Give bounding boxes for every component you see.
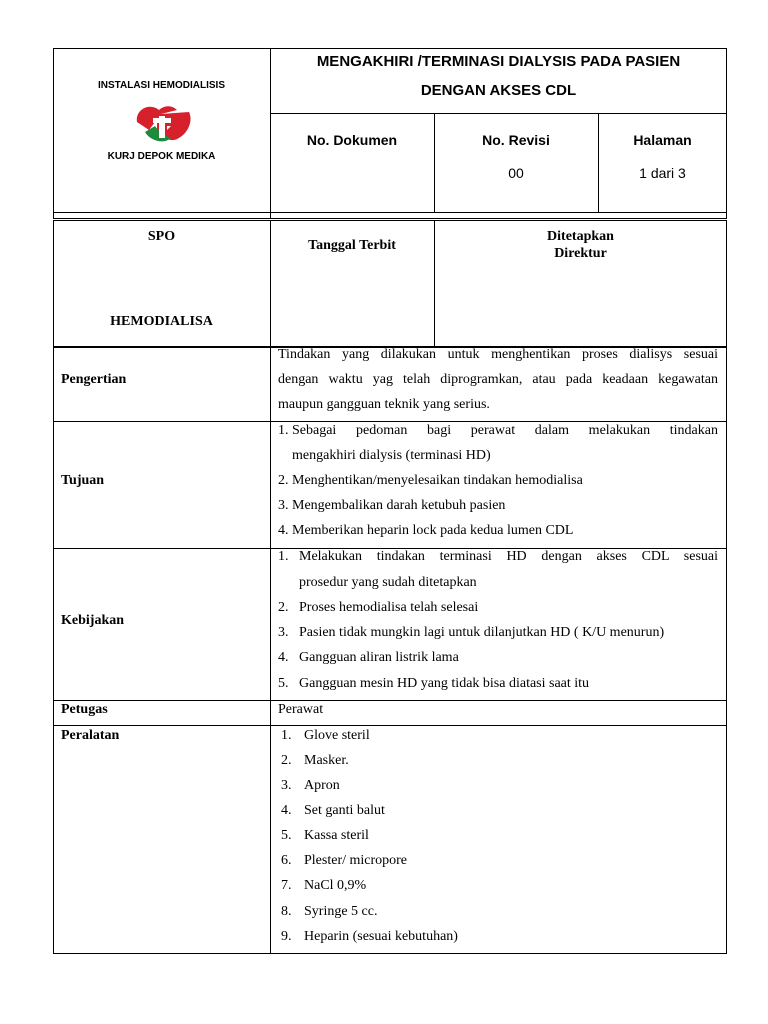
policy-item-text: Proses hemodialisa telah selesai bbox=[299, 600, 479, 615]
page-label: Halaman bbox=[633, 132, 692, 148]
purpose-item-text: Mengembalikan darah ketubuh pasien bbox=[292, 498, 506, 513]
equipment-item-number: 1. bbox=[281, 728, 292, 743]
equipment-item-text: Plester/ micropore bbox=[304, 853, 408, 868]
purpose-item-number: 4. bbox=[278, 523, 289, 538]
purpose-item-number: 1. bbox=[278, 423, 289, 438]
company-name: KURJ DEPOK MEDIKA bbox=[107, 151, 216, 162]
equipment-item-number: 8. bbox=[281, 904, 292, 919]
policy-item-number: 2. bbox=[278, 600, 289, 615]
definition-text-line: dengan waktu yag telah diprogramkan, atau pada keadaan kegawatan bbox=[278, 372, 718, 387]
definition-text-line: maupun gangguan teknik yang serius. bbox=[278, 397, 490, 412]
purpose-item-text: Sebagai pedoman bagi perawat dalam melakukan tindakan bbox=[292, 423, 718, 438]
policy-label: Kebijakan bbox=[61, 613, 125, 628]
equipment-item-number: 4. bbox=[281, 803, 292, 818]
equipment-item-text: Glove steril bbox=[304, 728, 370, 743]
policy-item-text: Gangguan mesin HD yang tidak bisa diatasi saat itu bbox=[299, 676, 590, 691]
page-value: 1 dari 3 bbox=[639, 165, 686, 181]
policy-item-text: Melakukan tindakan terminasi HD dengan akses CDL sesuai bbox=[299, 549, 718, 564]
purpose-label: Tujuan bbox=[61, 473, 105, 488]
purpose-item-text: Memberikan heparin lock pada kedua lumen CDL bbox=[292, 523, 574, 538]
policy-item-number: 3. bbox=[278, 625, 289, 640]
policy-item-number: 1. bbox=[278, 549, 289, 564]
definition-text-line: Tindakan yang dilakukan untuk menghentikan proses dialisys sesuai bbox=[278, 347, 718, 362]
doc-number-label: No. Dokumen bbox=[306, 132, 398, 148]
policy-item-number: 5. bbox=[278, 676, 289, 691]
equipment-item-text: Syringe 5 cc. bbox=[304, 904, 378, 919]
approved-by-line1: Ditetapkan bbox=[547, 229, 614, 244]
document-title-line2: DENGAN AKSES CDL bbox=[420, 82, 577, 99]
spo-unit-label: HEMODIALISA bbox=[110, 314, 213, 329]
staff-label: Petugas bbox=[61, 702, 108, 717]
revision-value: 00 bbox=[508, 165, 524, 181]
equipment-item-number: 6. bbox=[281, 853, 292, 868]
equipment-item-number: 2. bbox=[281, 753, 292, 768]
equipment-item-number: 7. bbox=[281, 878, 292, 893]
equipment-item-number: 5. bbox=[281, 828, 292, 843]
spo-label: SPO bbox=[147, 229, 176, 244]
revision-label: No. Revisi bbox=[482, 132, 550, 148]
policy-item-text: Gangguan aliran listrik lama bbox=[299, 650, 459, 665]
approved-by-line2: Direktur bbox=[554, 246, 607, 261]
equipment-item-text: Set ganti balut bbox=[304, 803, 385, 818]
purpose-item-text: mengakhiri dialysis (terminasi HD) bbox=[292, 448, 491, 463]
institution-name: INSTALASI HEMODIALISIS bbox=[97, 80, 226, 91]
equipment-item-text: Heparin (sesuai kebutuhan) bbox=[304, 929, 458, 944]
equipment-item-text: Masker. bbox=[304, 753, 349, 768]
equipment-item-text: Kassa steril bbox=[304, 828, 369, 843]
equipment-item-number: 9. bbox=[281, 929, 292, 944]
policy-item-text: prosedur yang sudah ditetapkan bbox=[299, 575, 477, 590]
equipment-item-text: NaCl 0,9% bbox=[304, 878, 367, 893]
purpose-item-number: 2. bbox=[278, 473, 289, 488]
purpose-item-text: Menghentikan/menyelesaikan tindakan hemodialisa bbox=[292, 473, 583, 488]
equipment-item-text: Apron bbox=[304, 778, 340, 793]
definition-label: Pengertian bbox=[61, 372, 127, 387]
issue-date-label: Tanggal Terbit bbox=[308, 238, 396, 253]
purpose-item-number: 3. bbox=[278, 498, 289, 513]
staff-value: Perawat bbox=[278, 702, 324, 717]
policy-item-text: Pasien tidak mungkin lagi untuk dilanjutkan HD ( K/U menurun) bbox=[299, 625, 665, 640]
equipment-label: Peralatan bbox=[61, 728, 120, 743]
equipment-item-number: 3. bbox=[281, 778, 292, 793]
hospital-logo bbox=[131, 100, 195, 146]
policy-item-number: 4. bbox=[278, 650, 289, 665]
document-title-line1: MENGAKHIRI /TERMINASI DIALYSIS PADA PASIEN bbox=[316, 53, 681, 70]
